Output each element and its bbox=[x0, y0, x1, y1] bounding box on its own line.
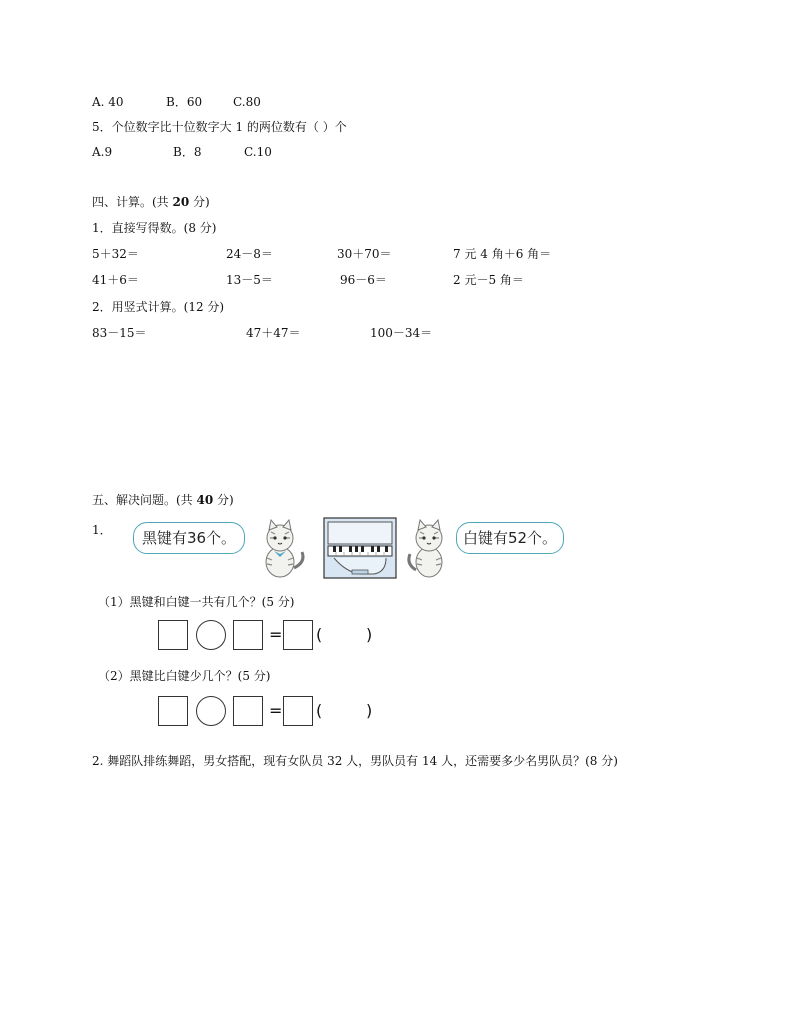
vertical-calc-item: 83－15＝ bbox=[92, 326, 147, 340]
operator-circle[interactable] bbox=[196, 620, 226, 650]
q4-option-b: B．60 bbox=[166, 95, 203, 109]
section5-title-points: 40 bbox=[196, 493, 214, 507]
answer-box[interactable] bbox=[158, 620, 188, 650]
q2-question: 2. 舞蹈队排练舞蹈，男女搭配，现有女队员 32 人，男队员有 14 人，还需要多少名男队员？(8 分) bbox=[92, 754, 618, 768]
unit-paren-close: ) bbox=[366, 625, 373, 644]
result-box[interactable] bbox=[283, 620, 313, 650]
q1-sub1: （1）黑键和白键一共有几个？(5 分) bbox=[98, 595, 295, 609]
result-box[interactable] bbox=[283, 696, 313, 726]
section4-title bbox=[92, 194, 210, 210]
unit-paren-open: ( bbox=[316, 625, 323, 644]
answer-box[interactable] bbox=[233, 620, 263, 650]
section4-title-points: 20 bbox=[172, 195, 190, 209]
calc-item: 5＋32＝ bbox=[92, 247, 139, 261]
bubble-black-keys: 黑键有36个。 bbox=[133, 522, 245, 554]
q1-sub2: （2）黑键比白键少几个？(5 分) bbox=[98, 669, 271, 683]
q4-option-a: A. 40 bbox=[92, 95, 124, 109]
equals-sign: = bbox=[269, 701, 283, 720]
calc-item: 96－6＝ bbox=[340, 273, 387, 287]
q4-option-c: C.80 bbox=[233, 95, 261, 109]
calc-item: 13－5＝ bbox=[226, 273, 273, 287]
section5-title-suffix: 分) bbox=[213, 493, 234, 507]
q5-option-b: B．8 bbox=[173, 145, 202, 159]
vertical-calc-item: 100－34＝ bbox=[370, 326, 433, 340]
q5-question: 5．个位数字比十位数字大 1 的两位数有（ ）个 bbox=[92, 120, 347, 134]
section4-part1-heading: 1．直接写得数。(8 分) bbox=[92, 221, 217, 235]
calc-item: 7 元 4 角＋6 角＝ bbox=[453, 247, 552, 261]
section5-title-prefix: 五、解决问题。(共 bbox=[92, 493, 197, 507]
section5-title bbox=[92, 492, 234, 508]
cat-left-icon bbox=[250, 518, 310, 580]
section4-part2-heading: 2．用竖式计算。(12 分) bbox=[92, 300, 225, 314]
operator-circle[interactable] bbox=[196, 696, 226, 726]
piano-icon bbox=[322, 516, 398, 582]
section4-title-suffix: 分) bbox=[189, 195, 210, 209]
calc-item: 30＋70＝ bbox=[337, 247, 392, 261]
answer-box[interactable] bbox=[158, 696, 188, 726]
q5-option-a: A.9 bbox=[92, 145, 113, 159]
section4-title-prefix: 四、计算。(共 bbox=[92, 195, 173, 209]
bubble-white-keys: 白键有52个。 bbox=[456, 522, 564, 554]
cat-right-icon bbox=[404, 518, 454, 580]
answer-box[interactable] bbox=[233, 696, 263, 726]
equals-sign: = bbox=[269, 625, 283, 644]
q1-number: 1． bbox=[92, 523, 112, 537]
calc-item: 24－8＝ bbox=[226, 247, 273, 261]
calc-item: 41＋6＝ bbox=[92, 273, 139, 287]
q5-option-c: C.10 bbox=[244, 145, 272, 159]
unit-paren-open: ( bbox=[316, 701, 323, 720]
vertical-calc-item: 47＋47＝ bbox=[246, 326, 301, 340]
unit-paren-close: ) bbox=[366, 701, 373, 720]
calc-item: 2 元－5 角＝ bbox=[453, 273, 524, 287]
